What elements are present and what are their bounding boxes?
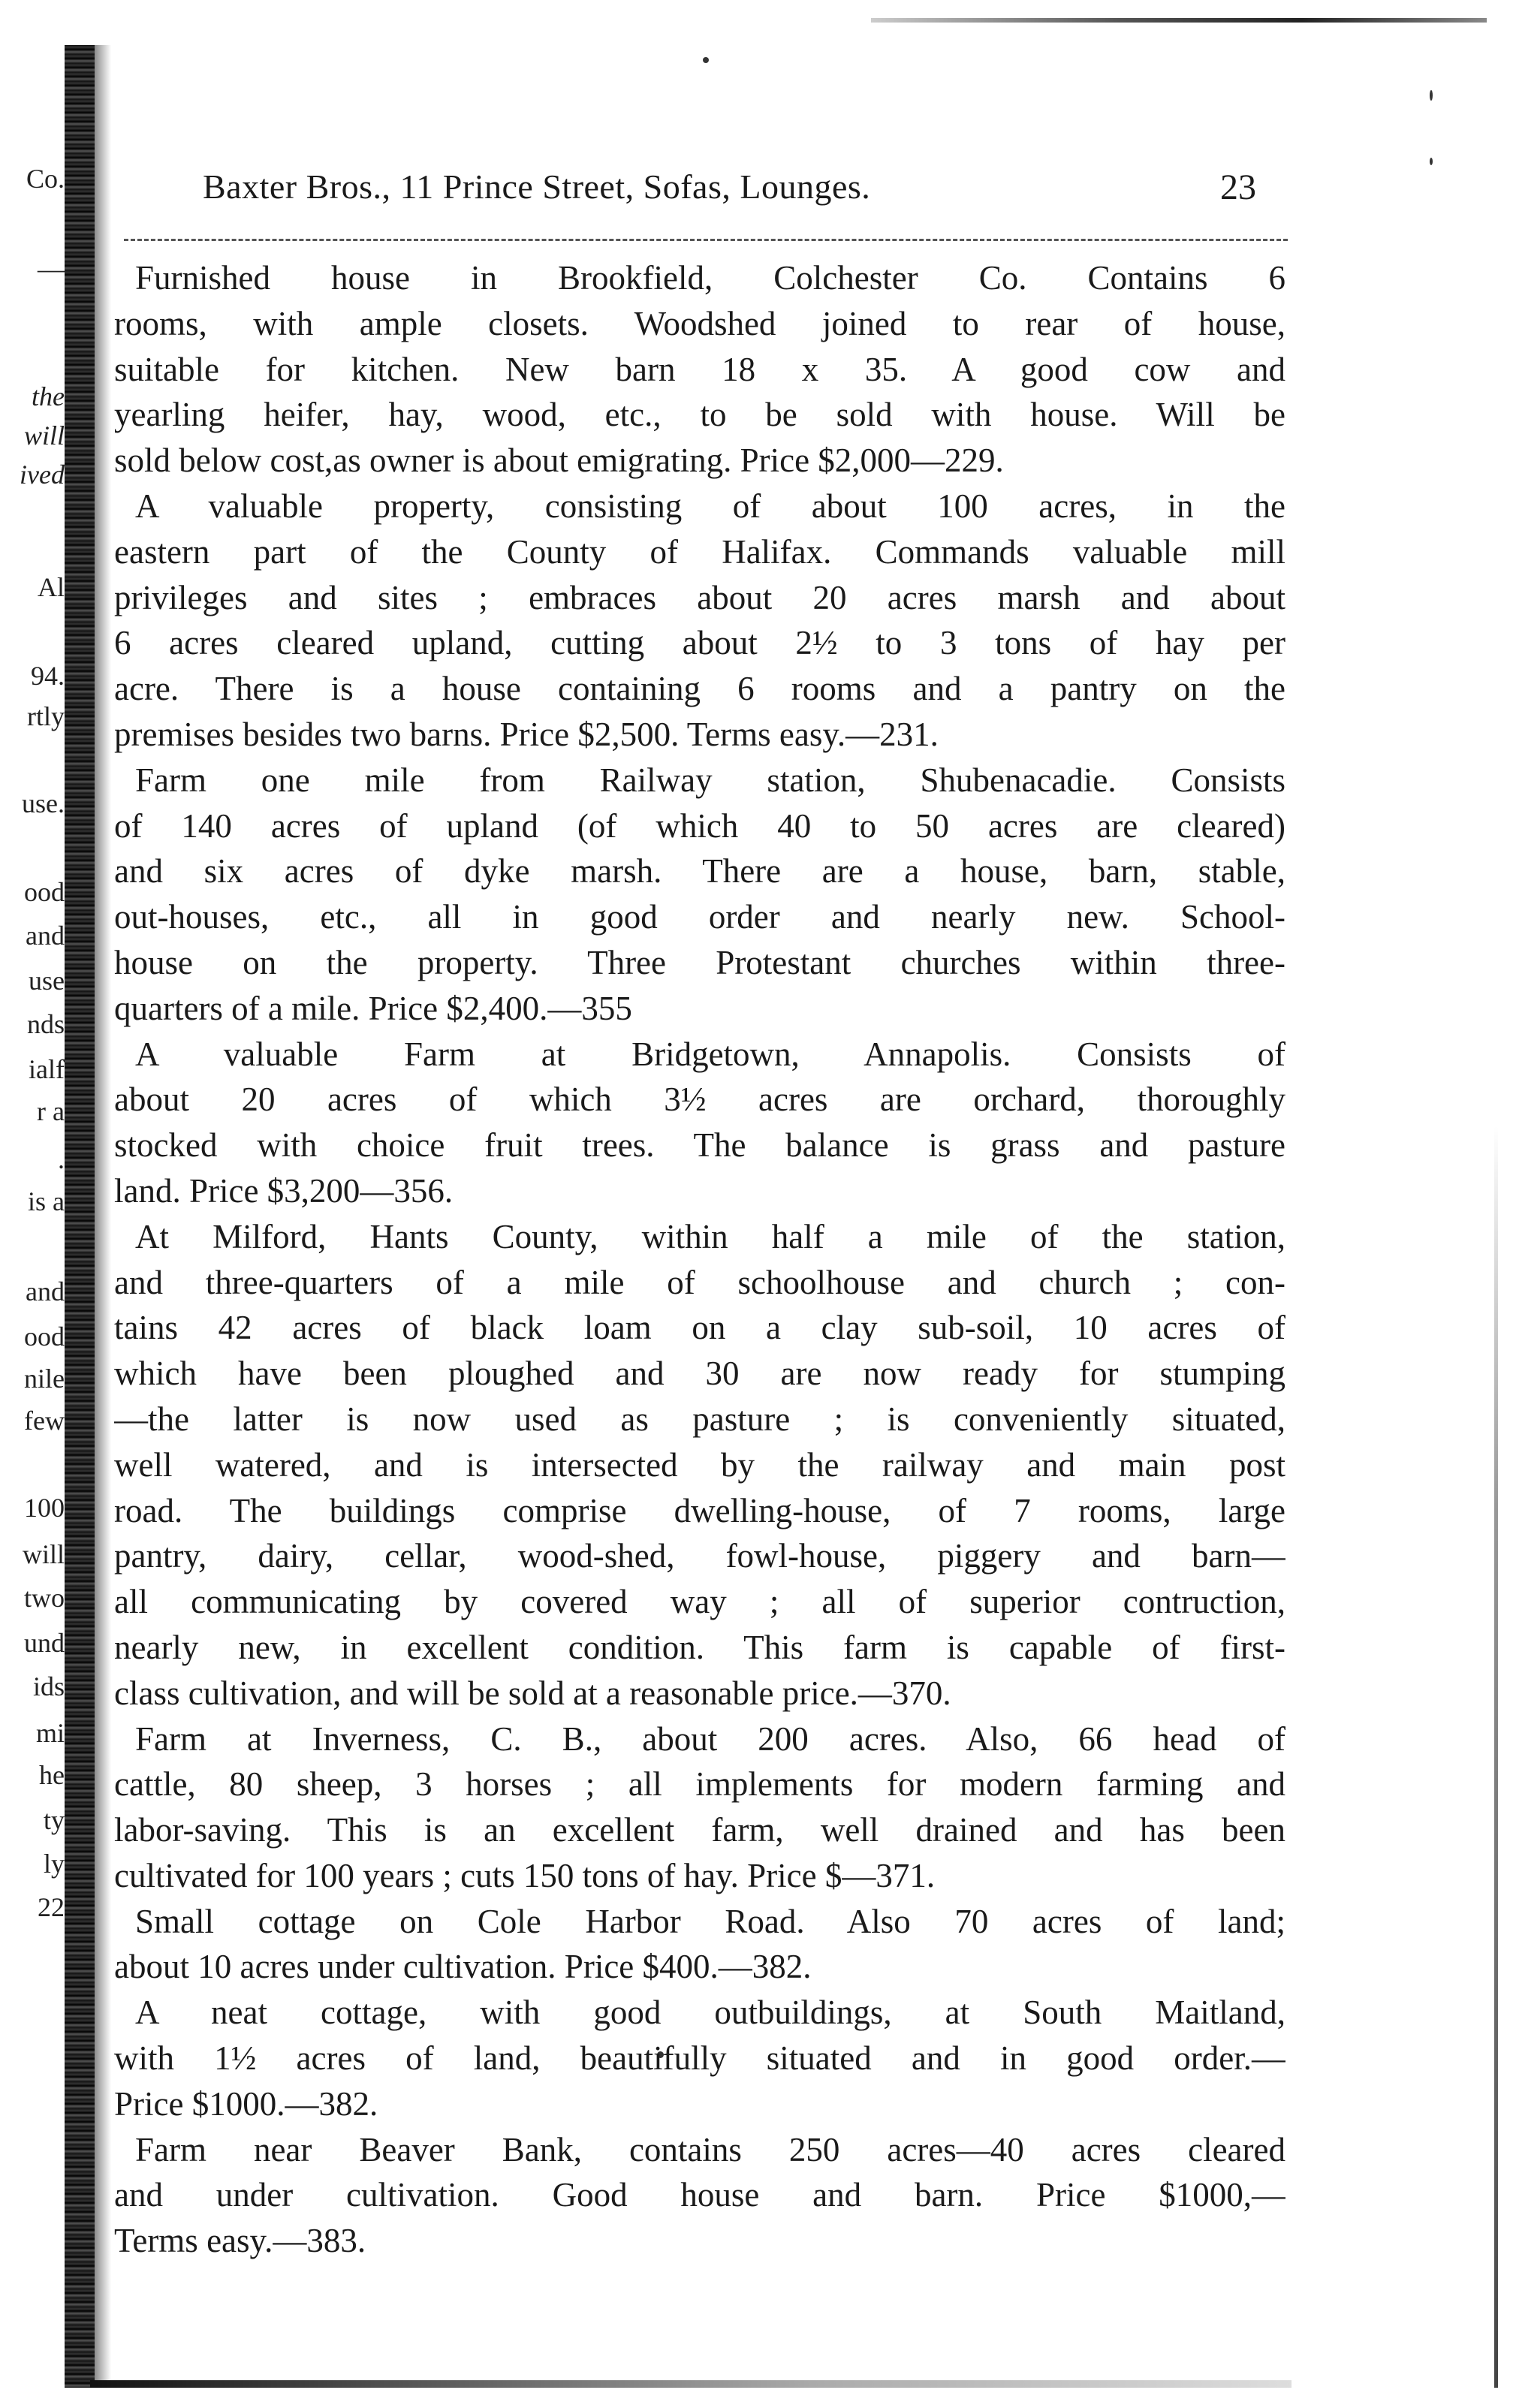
margin-fragment: few bbox=[24, 1406, 65, 1436]
text-line: sold below cost,as owner is about emigrating. Price $2,000—229. bbox=[114, 442, 1004, 480]
margin-fragment: Al bbox=[38, 572, 65, 602]
margin-fragment: the bbox=[32, 381, 65, 411]
margin-fragment: nds bbox=[26, 1009, 65, 1039]
text-line: tains 42 acres of black loam on a clay sub-soil, 10 acres of bbox=[114, 1309, 1285, 1347]
text-line: nearly new, in excellent condition. This farm is capable of first- bbox=[114, 1628, 1285, 1666]
running-head: Baxter Bros., 11 Prince Street, Sofas, Lounges. bbox=[203, 167, 871, 206]
margin-fragment: — bbox=[38, 254, 65, 284]
text-line: At Milford, Hants County, within half a mile of the station, bbox=[135, 1217, 1285, 1255]
scan-speck bbox=[703, 57, 709, 63]
scan-speck bbox=[1430, 158, 1433, 165]
margin-fragment: two bbox=[24, 1583, 65, 1613]
text-line: A neat cottage, with good outbuildings, at South Maitland, bbox=[135, 1994, 1285, 2032]
margin-fragment: ived bbox=[20, 460, 65, 490]
margin-fragment: 22 bbox=[38, 1892, 65, 1922]
text-line: stocked with choice fruit trees. The balance is grass and pasture bbox=[114, 1126, 1285, 1165]
margin-fragment: . bbox=[58, 1144, 65, 1174]
text-line: labor-saving. This is an excellent farm, well drained and has been bbox=[114, 1811, 1285, 1849]
margin-fragment: and bbox=[26, 921, 65, 951]
margin-fragment: 100 bbox=[24, 1493, 65, 1523]
text-line: and six acres of dyke marsh. There are a house, barn, stable, bbox=[114, 852, 1285, 891]
margin-fragment: Co. bbox=[26, 164, 65, 194]
scan-artifact-right bbox=[1494, 1126, 1498, 2388]
text-line: eastern part of the County of Halifax. Commands valuable mill bbox=[114, 532, 1285, 571]
text-line: cultivated for 100 years ; cuts 150 tons of hay. Price $—371. bbox=[114, 1856, 936, 1894]
margin-fragment: ids bbox=[32, 1671, 65, 1701]
text-line: privileges and sites ; embraces about 20 acres marsh and about bbox=[114, 578, 1285, 616]
text-line: suitable for kitchen. New barn 18 x 35. A good cow and bbox=[114, 350, 1285, 388]
margin-fragment: will bbox=[23, 420, 65, 451]
text-line: 6 acres cleared upland, cutting about 2½ to 3 tons of hay per bbox=[114, 624, 1285, 662]
margin-fragment: nile bbox=[24, 1364, 65, 1394]
page-number: 23 bbox=[1220, 167, 1256, 207]
text-line: all communicating by covered way ; all of superior contruction, bbox=[114, 1583, 1285, 1621]
margin-fragment: und bbox=[24, 1628, 65, 1658]
text-line: yearling heifer, hay, wood, etc., to be sold with house. Will be bbox=[114, 396, 1285, 434]
scan-artifact-bottom bbox=[90, 2380, 1291, 2388]
text-line: class cultivation, and will be sold at a reasonable price.—370. bbox=[114, 1674, 951, 1712]
margin-fragment: ty bbox=[43, 1805, 65, 1835]
text-line: out-houses, etc., all in good order and nearly new. School- bbox=[114, 898, 1285, 936]
text-line: A valuable property, consisting of about 100 acres, in the bbox=[135, 487, 1285, 525]
text-line: Terms easy.—383. bbox=[114, 2222, 366, 2260]
scan-artifact-top bbox=[871, 18, 1487, 23]
text-line: pantry, dairy, cellar, wood-shed, fowl-house, piggery and barn— bbox=[114, 1537, 1285, 1575]
margin-fragment: and bbox=[26, 1276, 65, 1306]
text-line: about 10 acres under cultivation. Price $400.—382. bbox=[114, 1948, 812, 1986]
text-line: rooms, with ample closets. Woodshed joined to rear of house, bbox=[114, 304, 1285, 342]
text-line: premises besides two barns. Price $2,500. Terms easy.—231. bbox=[114, 715, 939, 753]
listing-text bbox=[114, 255, 1285, 2264]
text-line: Farm near Beaver Bank, contains 250 acres—40 acres cleared bbox=[135, 2130, 1285, 2168]
margin-fragment: he bbox=[39, 1760, 65, 1790]
binding-gutter bbox=[65, 45, 95, 2388]
text-line: Small cottage on Cole Harbor Road. Also 70 acres of land; bbox=[135, 1902, 1285, 1940]
margin-fragment: use bbox=[29, 966, 65, 996]
text-line: Price $1000.—382. bbox=[114, 2084, 378, 2123]
text-line: acre. There is a house containing 6 rooms and a pantry on the bbox=[114, 670, 1285, 708]
margin-fragment: use. bbox=[22, 788, 65, 818]
text-line: and three-quarters of a mile of schoolhouse and church ; con- bbox=[114, 1263, 1285, 1301]
margin-fragment: will bbox=[22, 1539, 65, 1569]
text-line: and under cultivation. Good house and barn. Price $1000,— bbox=[114, 2176, 1285, 2214]
margin-fragment: ood bbox=[24, 877, 65, 907]
text-line: cattle, 80 sheep, 3 horses ; all implements for modern farming and bbox=[114, 1765, 1285, 1804]
text-line: house on the property. Three Protestant churches within three- bbox=[114, 943, 1285, 981]
margin-fragment: ialf bbox=[29, 1054, 65, 1084]
text-line: with 1½ acres of land, beautifully situated and in good order.— bbox=[114, 2039, 1285, 2078]
margin-fragment: is a bbox=[28, 1186, 65, 1216]
text-line: Farm at Inverness, C. B., about 200 acres. Also, 66 head of bbox=[135, 1719, 1285, 1758]
margin-fragment: r a bbox=[37, 1096, 65, 1126]
text-line: quarters of a mile. Price $2,400.—355 bbox=[114, 989, 632, 1027]
margin-fragment: 94. bbox=[31, 661, 65, 691]
text-line: road. The buildings comprise dwelling-house, of 7 rooms, large bbox=[114, 1491, 1285, 1529]
margin-fragment: rtly bbox=[27, 701, 65, 731]
text-line: land. Price $3,200—356. bbox=[114, 1171, 454, 1210]
text-line: Furnished house in Brookfield, Colchester Co. Contains 6 bbox=[135, 259, 1285, 297]
text-line: A valuable Farm at Bridgetown, Annapolis. Consists of bbox=[135, 1035, 1285, 1073]
text-line: well watered, and is intersected by the railway and main post bbox=[114, 1445, 1285, 1484]
text-line: of 140 acres of upland (of which 40 to 50 acres are cleared) bbox=[114, 806, 1285, 845]
text-line: about 20 acres of which 3½ acres are orchard, thoroughly bbox=[114, 1080, 1285, 1119]
scan-speck bbox=[1430, 90, 1433, 101]
binding-shadow bbox=[95, 45, 111, 2388]
margin-fragment: mi bbox=[35, 1718, 65, 1748]
margin-fragment: ly bbox=[43, 1849, 65, 1879]
text-line: Farm one mile from Railway station, Shubenacadie. Consists bbox=[135, 761, 1285, 799]
text-line: which have been ploughed and 30 are now ready for stumping bbox=[114, 1355, 1285, 1393]
text-line: —the latter is now used as pasture ; is conveniently situated, bbox=[114, 1400, 1285, 1438]
header-rule bbox=[124, 239, 1288, 241]
margin-fragment: ood bbox=[24, 1322, 65, 1352]
